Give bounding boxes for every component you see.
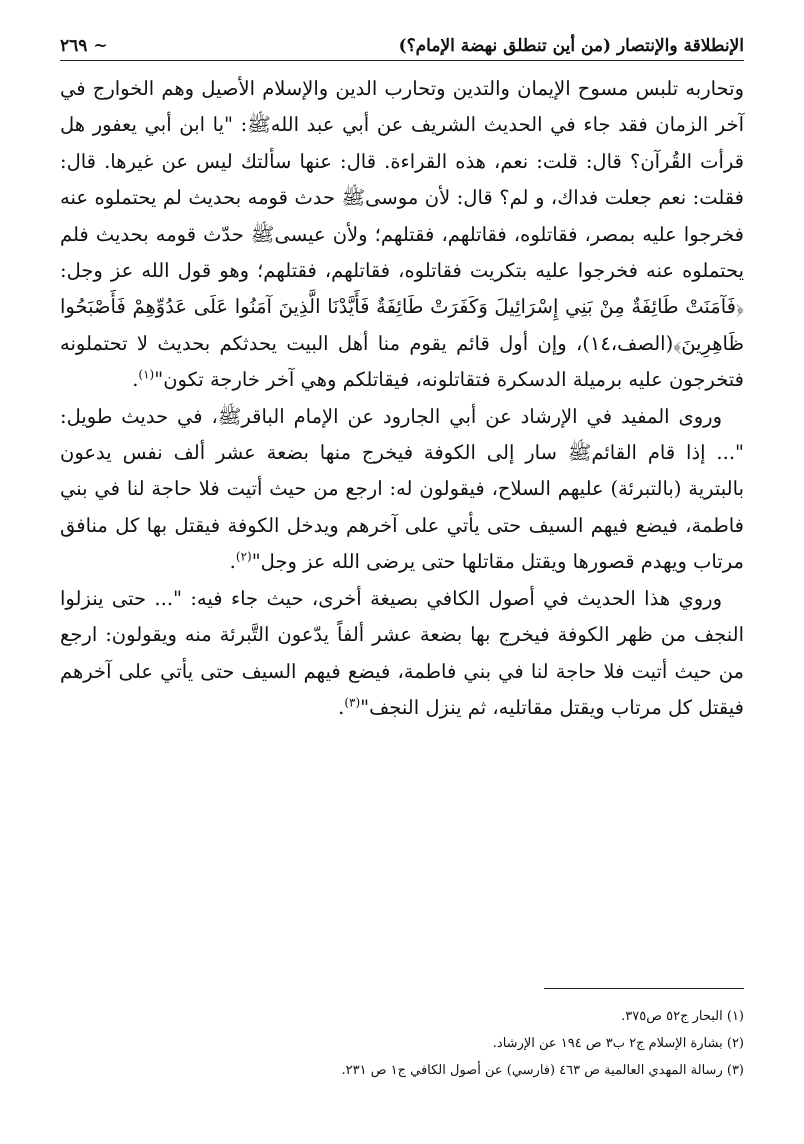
- paragraph-3-text: وروي هذا الحديث في أصول الكافي بصيغة أخرى، حيث جاء فيه: "... حتى ينزلوا النجف من ظهر الكوفة فيخرج بها بضعة عشر ألفاً يدّعون التَّبرئة منه ويقولون: ارجع من حيث أتيت فلا حاجة لنا في بني فاطمة، فيضع فيهم السيف حتى يأتي على آخرهم فيقتل كل مرتاب ويقتل مقاتليه، ثم ينزل النجف": [60, 586, 744, 719]
- footnote-1: (١) البحار ج٥٢ ص٣٧٥.: [621, 1009, 744, 1024]
- paragraph-1-text: وتحاربه تلبس مسوح الإيمان والتدين وتحارب الدين والإسلام الأصيل وهم الخوارج في آخر الزمان فقد جاء في الحديث الشريف عن أبي عبد الله‏ﷺ: "يا ابن أبي يعفور هل قرأت القُرآن؟ قال: قلت: نعم، هذه القراءة. قال: عنها سألتك ليس عن غيرها. قال: فقلت: نعم جعلت فداك، و لم؟ قال: لأن موسى‏ﷺ حدث قومه بحديث لم يحتملوه عنه فخرجوا عليه بمصر، فقاتلوه، فقاتلهم، فقتلهم؛ ولأن عيسى‏ﷺ حدّث قومه بحديث فلم يحتملوه عنه فخرجوا عليه بتكريت فقاتلوه، فقاتلهم، فقتلهم؛ وهو قول الله عز وجل: ﴿فَآمَنَتْ طَائِفَةٌ مِنْ بَنِي إِسْرَائِيلَ وَكَفَرَتْ طَائِفَةٌ فَأَيَّدْنَا الَّذِينَ آمَنُوا عَلَى عَدُوِّهِمْ فَأَصْبَحُوا ظَاهِرِينَ﴾(الصف،١٤)، وإن أول قائم يقوم منا أهل البيت يحدثكم بحديث لا تحتملونه فتخرجون عليه برميلة الدسكرة فتقاتلونه، فيقاتلكم وهي آخر خارجة تكون": [60, 77, 744, 392]
- footnotes-section: [60, 988, 744, 1084]
- paragraph-3: وروي هذا الحديث في أصول الكافي بصيغة أخرى، حيث جاء فيه: "... حتى ينزلوا النجف من ظهر الكوفة فيخرج بها بضعة عشر ألفاً يدّعون التَّبرئة منه ويقولون: ارجع من حيث أتيت فلا حاجة لنا في بني فاطمة، فيضع فيهم السيف حتى يأتي على آخرهم فيقتل كل مرتاب ويقتل مقاتليه، ثم ينزل النجف"$^{(٣)}$.: [60, 586, 744, 719]
- running-header: [60, 30, 744, 61]
- footnote-ref-3: (٣): [344, 695, 361, 710]
- paragraph-2: وروى المفيد في الإرشاد عن أبي الجارود عن الإمام الباقر‏ﷺ، في حديث طويل: "... إذا قام القائم‏ﷺ سار إلى الكوفة فيخرج منها بضعة عشر ألف نفس يدعون بالبترية (بالتبرئة) عليهم السلاح، فيقولون له: ارجع من حيث أتيت فلا حاجة لنا في بني فاطمة، فيضع فيهم السيف حتى يأتي على آخرهم ويدخل الكوفة فيقتل بها كل منافق مرتاب ويهدم قصورها ويقتل مقاتلها حتى يرضى الله عز وجل"$^{(٢)}$.: [60, 404, 744, 574]
- footnote-2: (٢) بشارة الإسلام ج٢ ب٣ ص ١٩٤ عن الإرشاد.: [492, 1036, 744, 1051]
- document-page: [60, 30, 744, 1120]
- paragraph-2-text: وروى المفيد في الإرشاد عن أبي الجارود عن الإمام الباقر‏ﷺ، في حديث طويل: "... إذا قام القائم‏ﷺ سار إلى الكوفة فيخرج منها بضعة عشر ألف نفس يدعون بالبترية (بالتبرئة) عليهم السلاح، فيقولون له: ارجع من حيث أتيت فلا حاجة لنا في بني فاطمة، فيضع فيهم السيف حتى يأتي على آخرهم ويدخل الكوفة فيقتل بها كل منافق مرتاب ويهدم قصورها ويقتل مقاتلها حتى يرضى الله عز وجل": [60, 404, 744, 574]
- footnote-ref-2: (٢): [235, 549, 252, 564]
- body-text: [60, 71, 744, 726]
- footnote-3: (٣) رسالة المهدي العالمية ص ٤٦٣ (فارسي) عن أصول الكافي ج١ ص ٢٣١.: [341, 1063, 744, 1078]
- header-separator: ~: [93, 36, 108, 56]
- page-number-group: [60, 36, 108, 56]
- page-number: ٢٦٩: [60, 36, 88, 56]
- footnote-ref-1: (١): [138, 367, 155, 382]
- footnote-divider: [544, 988, 744, 989]
- paragraph-1: وتحاربه تلبس مسوح الإيمان والتدين وتحارب الدين والإسلام الأصيل وهم الخوارج في آخر الزمان فقد جاء في الحديث الشريف عن أبي عبد الله‏ﷺ: "يا ابن أبي يعفور هل قرأت القُرآن؟ قال: قلت: نعم، هذه القراءة. قال: عنها سألتك ليس عن غيرها. قال: فقلت: نعم جعلت فداك، و لم؟ قال: لأن موسى‏ﷺ حدث قومه بحديث لم يحتملوه عنه فخرجوا عليه بمصر، فقاتلوه، فقاتلهم، فقتلهم؛ ولأن عيسى‏ﷺ حدّث قومه بحديث فلم يحتملوه عنه فخرجوا عليه بتكريت فقاتلوه، فقاتلهم، فقتلهم؛ وهو قول الله عز وجل: ﴿فَآمَنَتْ طَائِفَةٌ مِنْ بَنِي إِسْرَائِيلَ وَكَفَرَتْ طَائِفَةٌ فَأَيَّدْنَا الَّذِينَ آمَنُوا عَلَى عَدُوِّهِمْ فَأَصْبَحُوا ظَاهِرِينَ﴾(الصف،١٤)، وإن أول قائم يقوم منا أهل البيت يحدثكم بحديث لا تحتملونه فتخرجون عليه برميلة الدسكرة فتقاتلونه، فيقاتلكم وهي آخر خارجة تكون"$^{(١)}$.: [60, 77, 744, 392]
- header-title: الإنطلاقة والإنتصار (من أين تنطلق نهضة الإمام؟): [398, 36, 744, 56]
